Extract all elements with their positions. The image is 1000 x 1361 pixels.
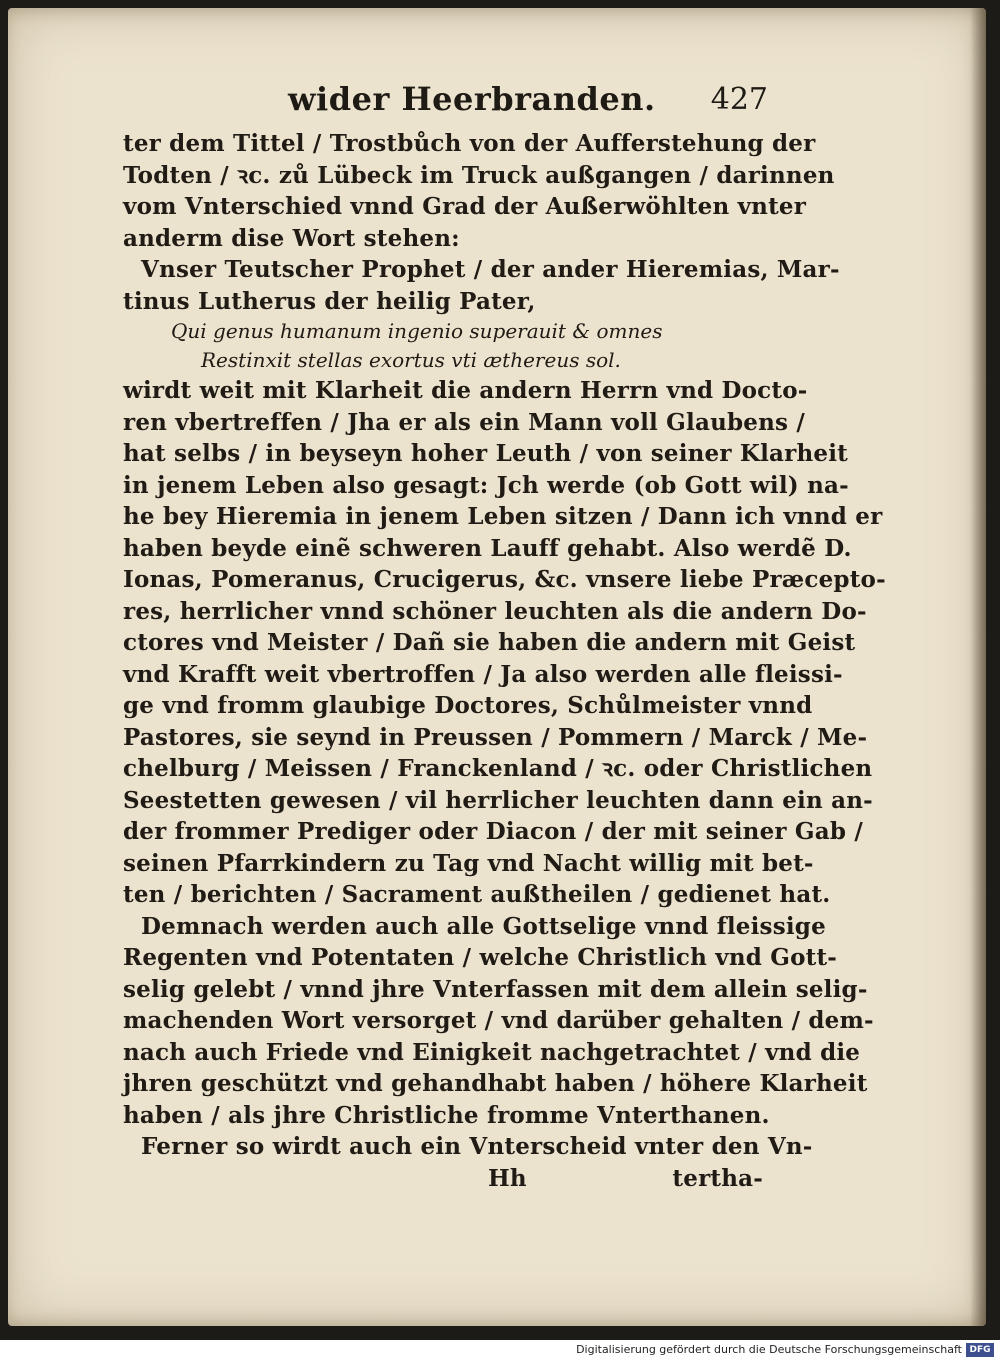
page-number: 427 (710, 82, 768, 117)
text-line: wirdt weit mit Klarheit die andern Herrn vnd Docto- (123, 377, 808, 404)
catchword-line (123, 1163, 763, 1195)
text-line: anderm dise Wort stehen: (123, 224, 460, 252)
text-line: seinen Pfarrkindern zu Tag vnd Nacht willig mit bet- (123, 849, 814, 877)
text-line: hat selbs / in beyseyn hoher Leuth / von seiner Klarheit (123, 440, 848, 467)
dfg-logo: DFG (966, 1343, 994, 1357)
text-line: ten / berichten / Sacrament außtheilen / gedienet hat. (123, 881, 831, 908)
page-header (288, 80, 768, 120)
text-line: haben beyde einẽ schweren Lauff gehabt. Also werdẽ D. (123, 534, 852, 562)
text-line: Seestetten gewesen / vil herrlicher leuchten dann ein an- (123, 786, 873, 814)
text-line: Ferner so wirdt auch ein Vnterscheid vnter den Vn- (141, 1133, 813, 1160)
text-line: vnd Krafft weit vbertroffen / Ja also werden alle fleissi- (123, 660, 843, 688)
text-line: jhren geschützt vnd gehandhabt haben / höhere Klarheit (123, 1070, 868, 1097)
text-line: ren vbertreffen / Jha er als ein Mann voll Glaubens / (123, 408, 805, 436)
text-line: haben / als jhre Christliche fromme Vnterthanen. (123, 1101, 770, 1129)
catchword: tertha- (672, 1164, 763, 1192)
text-line: Ionas, Pomeranus, Crucigerus, &c. vnsere liebe Præcepto- (123, 566, 886, 593)
text-line: tinus Lutherus der heilig Pater, (123, 287, 536, 315)
text-line: der frommer Prediger oder Diacon / der mit seiner Gab / (123, 818, 863, 845)
text-line: machenden Wort versorget / vnd darüber gehalten / dem- (123, 1007, 874, 1034)
text-line: res, herrlicher vnnd schöner leuchten als die andern Do- (123, 597, 867, 625)
text-line: selig gelebt / vnnd jhre Vnterfassen mit dem allein selig- (123, 975, 868, 1003)
text-line: nach auch Friede vnd Einigkeit nachgetrachtet / vnd die (123, 1038, 861, 1066)
text-line: ter dem Tittel / Trostbůch von der Aufferstehung der (123, 130, 816, 157)
text-line: Todten / ꝛc. zů Lübeck im Truck außgangen / darinnen (123, 161, 835, 189)
page-edge-shadow (970, 8, 986, 1326)
text-line: Demnach werden auch alle Gottselige vnnd fleissige (141, 912, 826, 940)
funding-credit: Digitalisierung gefördert durch die Deutsche Forschungsgemeinschaft (576, 1343, 962, 1356)
text-line: ge vnd fromm glaubige Doctores, Schůlmeister vnnd (123, 692, 813, 719)
text-line: Regenten vnd Potentaten / welche Christlich vnd Gott- (123, 944, 838, 971)
footer-bar (0, 1340, 1000, 1361)
running-title: wider Heerbranden. (288, 80, 656, 118)
text-line: in jenem Leben also gesagt: Jch werde (ob Gott wil) na- (123, 471, 849, 499)
text-line: he bey Hieremia in jenem Leben sitzen / Dann ich vnnd er (123, 503, 883, 530)
book-page (8, 8, 986, 1326)
signature-mark: Hh (488, 1164, 527, 1192)
text-line: vom Vnterschied vnnd Grad der Außerwöhlten vnter (123, 193, 807, 220)
latin-verse-line: Restinxit stellas exortus vti æthereus sol. (201, 348, 621, 372)
text-line: Pastores, sie seynd in Preussen / Pommern / Marck / Me- (123, 723, 868, 751)
latin-verse-line: Qui genus humanum ingenio superauit & omnes (171, 319, 663, 343)
body-text (123, 128, 886, 1194)
text-line: Vnser Teutscher Prophet / der ander Hieremias, Mar- (141, 256, 840, 283)
text-line: ctores vnd Meister / Dañ sie haben die andern mit Geist (123, 629, 856, 656)
text-line: chelburg / Meissen / Franckenland / ꝛc. oder Christlichen (123, 755, 873, 782)
